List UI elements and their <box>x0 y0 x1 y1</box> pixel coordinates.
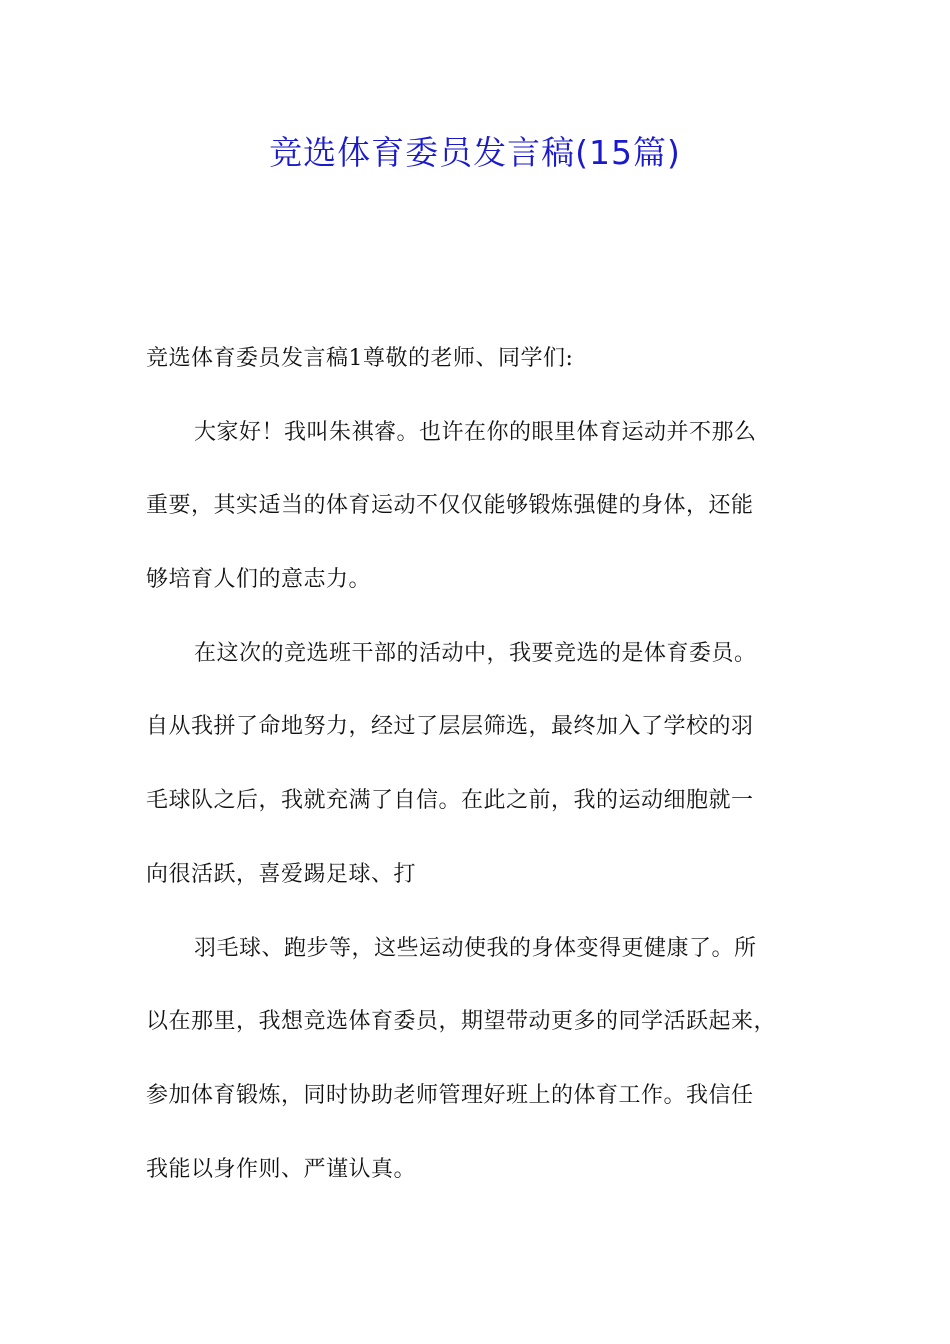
body-line: 毛球队之后，我就充满了自信。在此之前，我的运动细胞就一 <box>146 788 754 814</box>
body-line: 以在那里，我想竞选体育委员，期望带动更多的同学活跃起来， <box>146 1009 777 1035</box>
body-line: 羽毛球、跑步等，这些运动使我的身体变得更健康了。所 <box>194 935 757 961</box>
document-body <box>146 334 826 1218</box>
body-line: 我能以身作则、严谨认真。 <box>146 1156 417 1182</box>
body-line: 在这次的竞选班干部的活动中，我要竞选的是体育委员。 <box>194 640 757 666</box>
body-line: 自从我拼了命地努力，经过了层层筛选，最终加入了学校的羽 <box>146 714 754 740</box>
body-line: 大家好！我叫朱祺睿。也许在你的眼里体育运动并不那么 <box>194 419 757 445</box>
body-line: 参加体育锻炼，同时协助老师管理好班上的体育工作。我信任 <box>146 1082 754 1108</box>
body-line: 重要，其实适当的体育运动不仅仅能够锻炼强健的身体，还能 <box>146 493 754 519</box>
document-title: 竞选体育委员发言稿(15篇) <box>269 133 681 172</box>
body-line: 向很活跃，喜爱踢足球、打 <box>146 861 417 887</box>
body-line: 够培育人们的意志力。 <box>146 567 372 593</box>
body-line: 竞选体育委员发言稿1尊敬的老师、同学们: <box>146 346 574 371</box>
